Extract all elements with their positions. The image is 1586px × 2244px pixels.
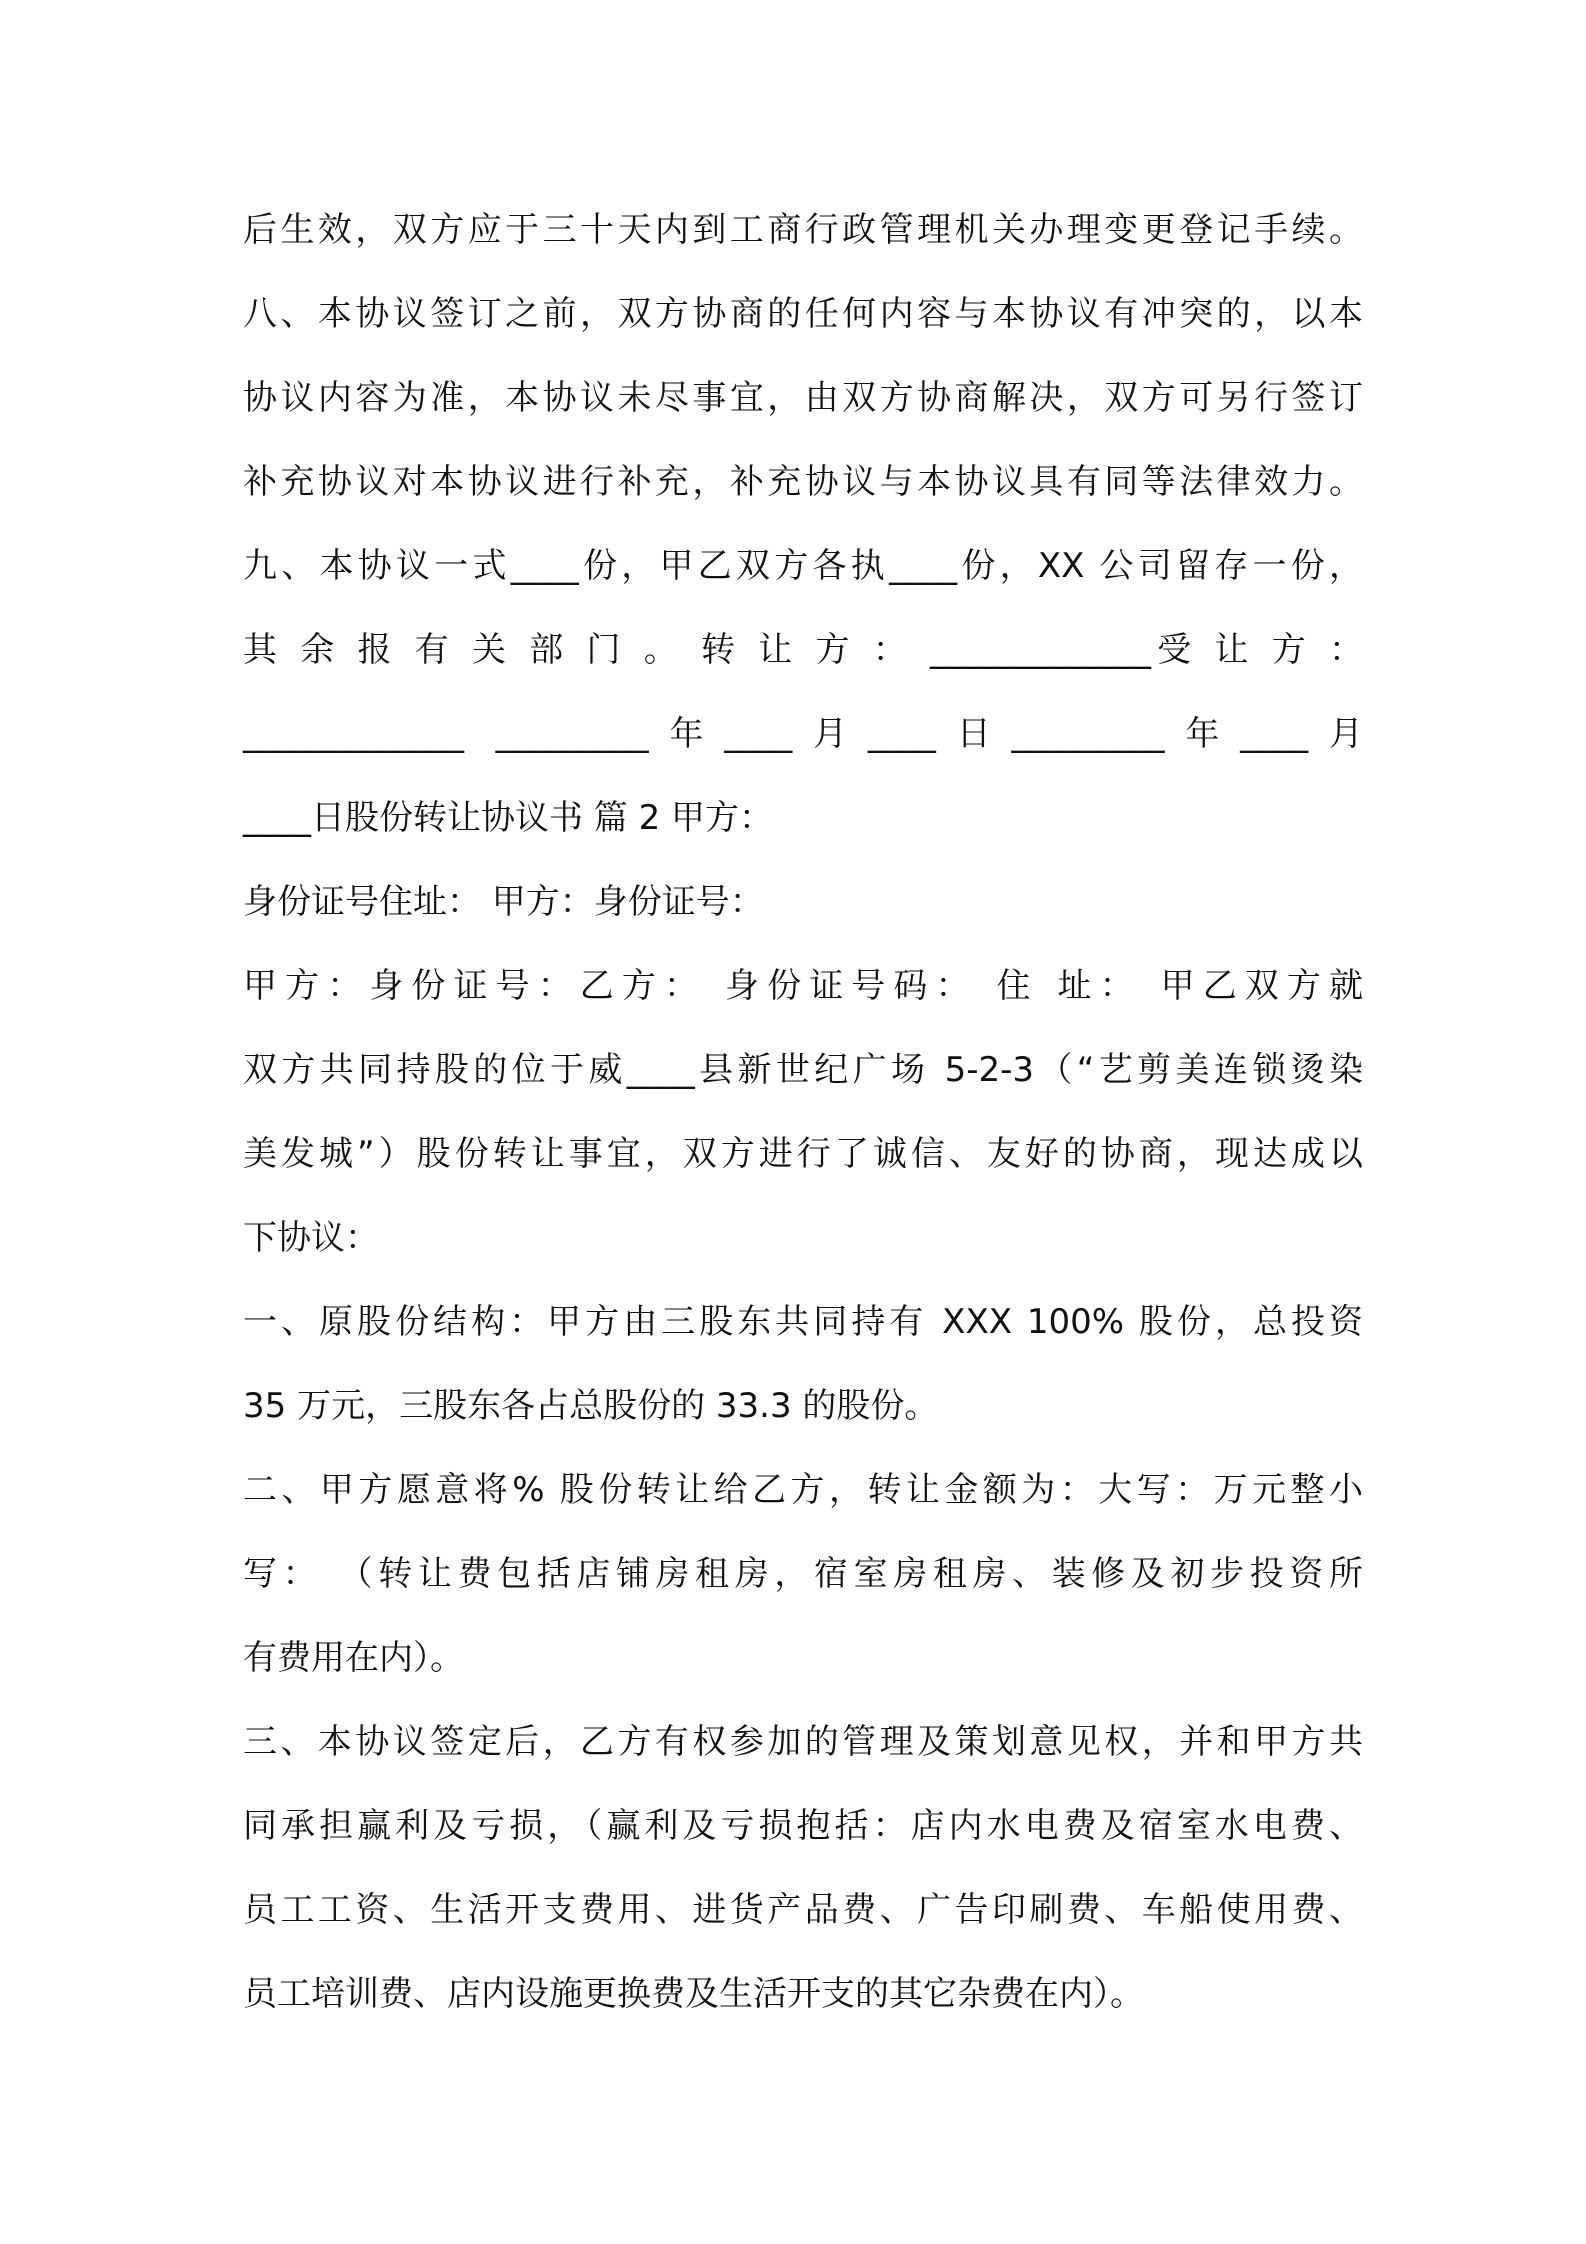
text-line: 三、本协议签定后，乙方有权参加的管理及策划意见权，并和甲方共 [243,1722,1363,1762]
text-line: 35 万元，三股东各占总股份的 33.3 的股份。 [243,1386,939,1426]
text-line: 下协议： [243,1218,379,1258]
text-line: 美发城”）股份转让事宜，双方进行了诚信、友好的协商，现达成以 [243,1134,1363,1174]
text-line: 员工工资、生活开支费用、进货产品费、广告印刷费、车船使用费、 [243,1890,1363,1930]
text-line: 后生效，双方应于三十天内到工商行政管理机关办理变更登记手续。 [243,210,1363,250]
text-line: 双方共同持股的位于威____县新世纪广场 5-2-3（“艺剪美连锁烫染 [243,1050,1363,1090]
text-line: 协议内容为准，本协议未尽事宜，由双方协商解决，双方可另行签订 [243,378,1363,418]
text-line: 写： （转让费包括店铺房租房，宿室房租房、装修及初步投资所 [243,1554,1363,1594]
text-line: 有费用在内）。 [243,1638,464,1678]
text-line: 补充协议对本协议进行补充，补充协议与本协议具有同等法律效力。 [243,462,1363,502]
text-line: 其 余 报 有 关 部 门 。 转 让 方 ： _____________受 让 方 ： [243,630,1363,670]
text-line: 身份证号住址： 甲方：身份证号： [243,882,764,922]
document-body [243,202,1363,2050]
text-line: 甲方：身份证号：乙方： 身份证号码： 住 址： 甲乙双方就 [243,966,1363,1006]
text-line: 二、甲方愿意将% 股份转让给乙方，转让金额为：大写：万元整小 [243,1470,1363,1510]
text-line: 同承担赢利及亏损，（赢利及亏损抱括：店内水电费及宿室水电费、 [243,1806,1363,1846]
text-line: 九、本协议一式____份，甲乙双方各执____份，XX 公司留存一份， [243,546,1363,586]
text-line: 一、原股份结构：甲方由三股东共同持有 XXX 100% 股份，总投资 [243,1302,1363,1342]
text-line: 八、本协议签订之前，双方协商的任何内容与本协议有冲突的，以本 [243,294,1363,334]
text-line: _____________ _________年____月____日_________年____月 [243,714,1363,754]
text-line: 员工培训费、店内设施更换费及生活开支的其它杂费在内）。 [243,1974,1144,2014]
text-line: ____日股份转让协议书 篇 2 甲方： [243,798,774,838]
